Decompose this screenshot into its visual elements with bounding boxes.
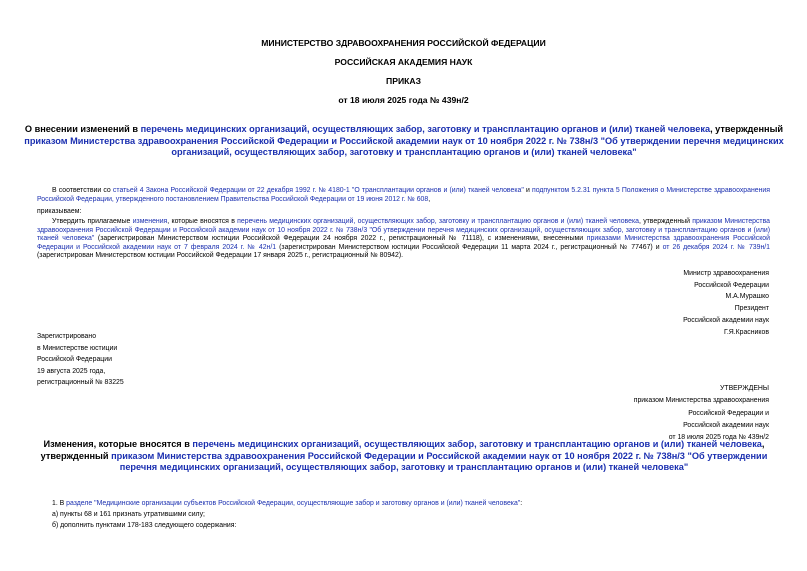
item-1b: б) дополнить пунктами 178-183 следующего содержания:	[52, 522, 237, 529]
main-text: , которые вносятся в	[167, 218, 238, 225]
approval-line: Российской Федерации и	[688, 409, 769, 417]
preamble-paragraph	[37, 187, 770, 204]
doc-date-heading: от 18 июля 2025 года № 439н/2	[338, 95, 469, 105]
approval-line: УТВЕРЖДЕНЫ	[720, 385, 769, 392]
preamble-text: ,	[428, 195, 431, 203]
changes-title-text: , утвержденный	[40, 439, 765, 461]
order-738-link[interactable]: приказом Министерства здравоохранения Российской Федерации и Российской академии наук от 10 ноября 2022 г. № 738н/3 "Об утверждении перечня медицинских организаций, осуществляющих забор, заготовку и трансплантацию органов и (или) тканей человека"	[111, 450, 768, 472]
main-paragraph	[37, 218, 770, 261]
ministry-heading: МИНИСТЕРСТВО ЗДРАВООХРАНЕНИЯ РОССИЙСКОЙ ФЕДЕРАЦИИ	[261, 38, 546, 48]
changes-link[interactable]: изменения	[132, 218, 168, 225]
approval-line: Российской академии наук	[683, 421, 769, 429]
changes-title-text: Изменения, которые вносятся в	[43, 439, 193, 449]
law-article-link[interactable]: статьей 4 Закона Российской Федерации от 22 декабря 1992 г. № 4180-1 "О трансплантации органов и (или) тканей человека"	[112, 187, 524, 194]
registration-line: 19 августа 2025 года,	[37, 367, 106, 375]
signature-line: Министр здравоохранения	[683, 270, 769, 277]
signature-line: Российской академии наук	[683, 316, 769, 324]
order-739-link[interactable]: от 26 декабря 2024 г. № 739н/1	[662, 243, 770, 251]
registration-line: в Министерстве юстиции	[37, 344, 118, 352]
order-title	[24, 124, 784, 159]
item-text: 1. В	[52, 500, 67, 507]
list-link[interactable]: перечень медицинских организаций, осуществляющих забор, заготовку и трансплантацию органов и (или) тканей человека	[237, 218, 639, 225]
order-738-link[interactable]: приказом Министерства здравоохранения Российской Федерации и Российской академии наук от 10 ноября 2022 г. № 738н/3 "Об утверждении перечня медицинских организаций, осуществляющих забор, заготовку и трансплантацию органов и (или) тканей человека"	[24, 135, 784, 157]
order-738-link[interactable]: приказом Министерства здравоохранения Российской Федерации и Российской академии наук от 10 ноября 2022 г. № 738н/3 "Об утверждении перечня медицинских организаций, осуществляющих забор, заготовку и трансплантацию органов и (или) тканей человека"	[37, 218, 770, 243]
list-link[interactable]: перечень медицинских организаций, осуществляющих забор, заготовку и трансплантацию органов и (или) тканей человека	[192, 439, 762, 449]
preamble-text: и	[523, 187, 532, 194]
signature-line: Российской Федерации	[694, 281, 769, 289]
main-text: Утвердить прилагаемые	[52, 218, 133, 225]
item-1	[37, 500, 770, 509]
preamble-text: В соответствии со	[52, 187, 113, 194]
title-text: О внесении изменений в	[24, 124, 141, 134]
orders-word: приказываем:	[37, 208, 82, 215]
main-text: (зарегистрирован Министерством юстиции Российской Федерации 11 марта 2024 г., регистрационный № 77467) и	[276, 243, 663, 251]
signature-line: Г.Я.Красников	[723, 328, 769, 336]
changes-title	[24, 439, 784, 474]
item-1a: а) пункты 68 и 161 признать утратившими силу;	[52, 511, 205, 518]
main-text: , утвержденный	[638, 218, 693, 225]
item-text: :	[520, 500, 523, 507]
registration-line: Российской Федерации	[37, 356, 112, 364]
doc-type-heading: ПРИКАЗ	[386, 76, 421, 86]
order-42-link[interactable]: приказами Министерства здравоохранения Российской Федерации и Российской академии наук от 7 февраля 2024 г. № 42н/1	[37, 235, 770, 251]
signature-block	[569, 268, 769, 338]
main-text: (зарегистрирован Министерством юстиции Российской Федерации 24 ноября 2022 г., регистрационный № 71118), с изменениями, внесенными	[94, 235, 587, 243]
signature-line: Президент	[734, 305, 769, 313]
section-link[interactable]: разделе "Медицинские организации субъектов Российской Федерации, осуществляющие забор и заготовку органов и (или) тканей человека"	[66, 500, 521, 507]
regulation-link[interactable]: подпунктом 5.2.31 пункта 5 Положения о Министерстве здравоохранения Российской Федерации, утвержденного постановлением Правительства Российской Федерации от 19 июня 2012 г. № 608	[37, 187, 770, 203]
academy-heading: РОССИЙСКАЯ АКАДЕМИЯ НАУК	[334, 57, 473, 67]
signature-line: М.А.Мурашко	[725, 293, 769, 301]
approval-line: от 18 июля 2025 года № 439н/2	[668, 434, 769, 442]
registration-line: регистрационный № 83225	[37, 379, 124, 387]
registration-line: Зарегистрировано	[37, 333, 97, 340]
approval-line: приказом Министерства здравоохранения	[633, 397, 769, 405]
main-text: (зарегистрирован Министерством юстиции Российской Федерации 17 января 2025 г., регистрационный № 80942).	[37, 252, 404, 260]
registration-block	[37, 331, 237, 389]
list-link[interactable]: перечень медицинских организаций, осуществляющих забор, заготовку и трансплантацию органов и (или) тканей человека	[140, 124, 711, 134]
approval-block	[509, 383, 769, 444]
title-text: , утвержденный	[710, 124, 784, 134]
